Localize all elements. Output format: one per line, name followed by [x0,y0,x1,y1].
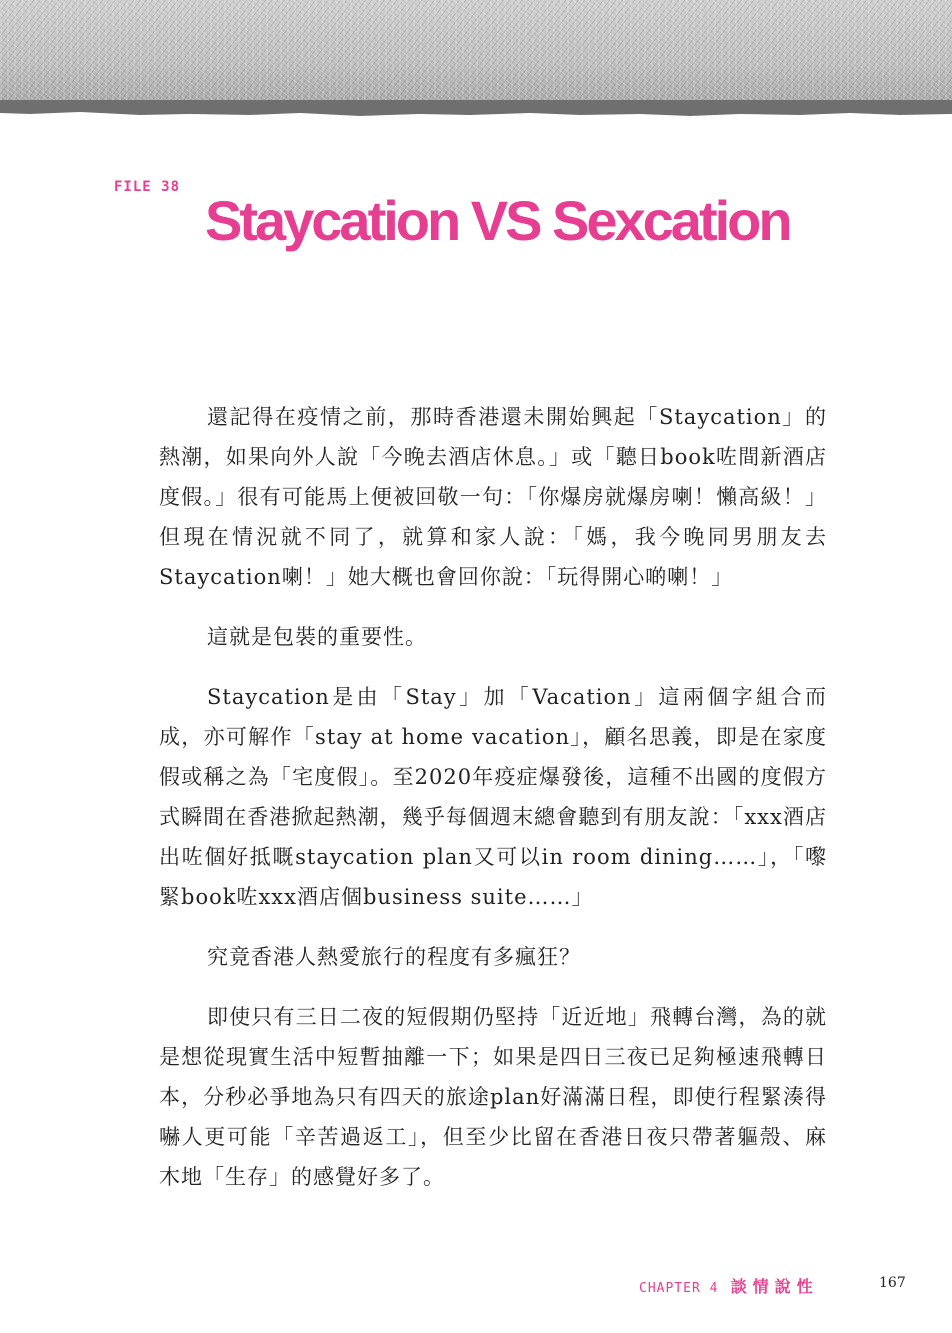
footer-chapter-label: CHAPTER 4 [639,1281,719,1296]
article-body [159,397,827,1217]
footer-chapter-title: 談情說性 [730,1277,819,1296]
body-paragraph-4: 究竟香港人熱愛旅行的程度有多瘋狂？ [207,945,581,969]
running-footer [639,1274,819,1297]
body-paragraph-1: 還記得在疫情之前，那時香港還未開始興起「Staycation」的熱潮，如果向外人說「今晚去酒店休息。」或「聽日book咗間新酒店度假。」很有可能馬上便被回敬一句：「你爆房就爆房喇！懶高級！」但現在情況就不同了，就算和家人說：「媽，我今晚同男朋友去Staycation喇！」她大概也會回你說：「玩得開心啲喇！」 [159,405,827,589]
body-paragraph-2: 這就是包裝的重要性。 [207,625,427,649]
body-paragraph-5: 即使只有三日二夜的短假期仍堅持「近近地」飛轉台灣，為的就是想從現實生活中短暫抽離一下；如果是四日三夜已足夠極速飛轉日本，分秒必爭地為只有四天的旅途plan好滿滿日程，即使行程緊湊得嚇人更可能「辛苦過返工」，但至少比留在香港日夜只帶著軀殼、麻木地「生存」的感覺好多了。 [159,1005,827,1189]
page-number: 167 [879,1275,906,1291]
body-paragraph-3: Staycation是由「Stay」加「Vacation」這兩個字組合而成，亦可解作「stay at home vacation」，顧名思義，即是在家度假或稱之為「宅度假」。至2020年疫症爆發後，這種不出國的度假方式瞬間在香港掀起熱潮，幾乎每個週末總會聽到有朋友說：「xxx酒店出咗個好抵嘅staycation plan又可以in room dining……」，「嚟緊book咗xxx酒店個business suite……」 [159,685,827,909]
torn-paper-edge [0,100,952,122]
file-number-label: FILE 38 [114,179,181,195]
chapter-title-heading: Staycation VS Sexcation [205,189,790,252]
